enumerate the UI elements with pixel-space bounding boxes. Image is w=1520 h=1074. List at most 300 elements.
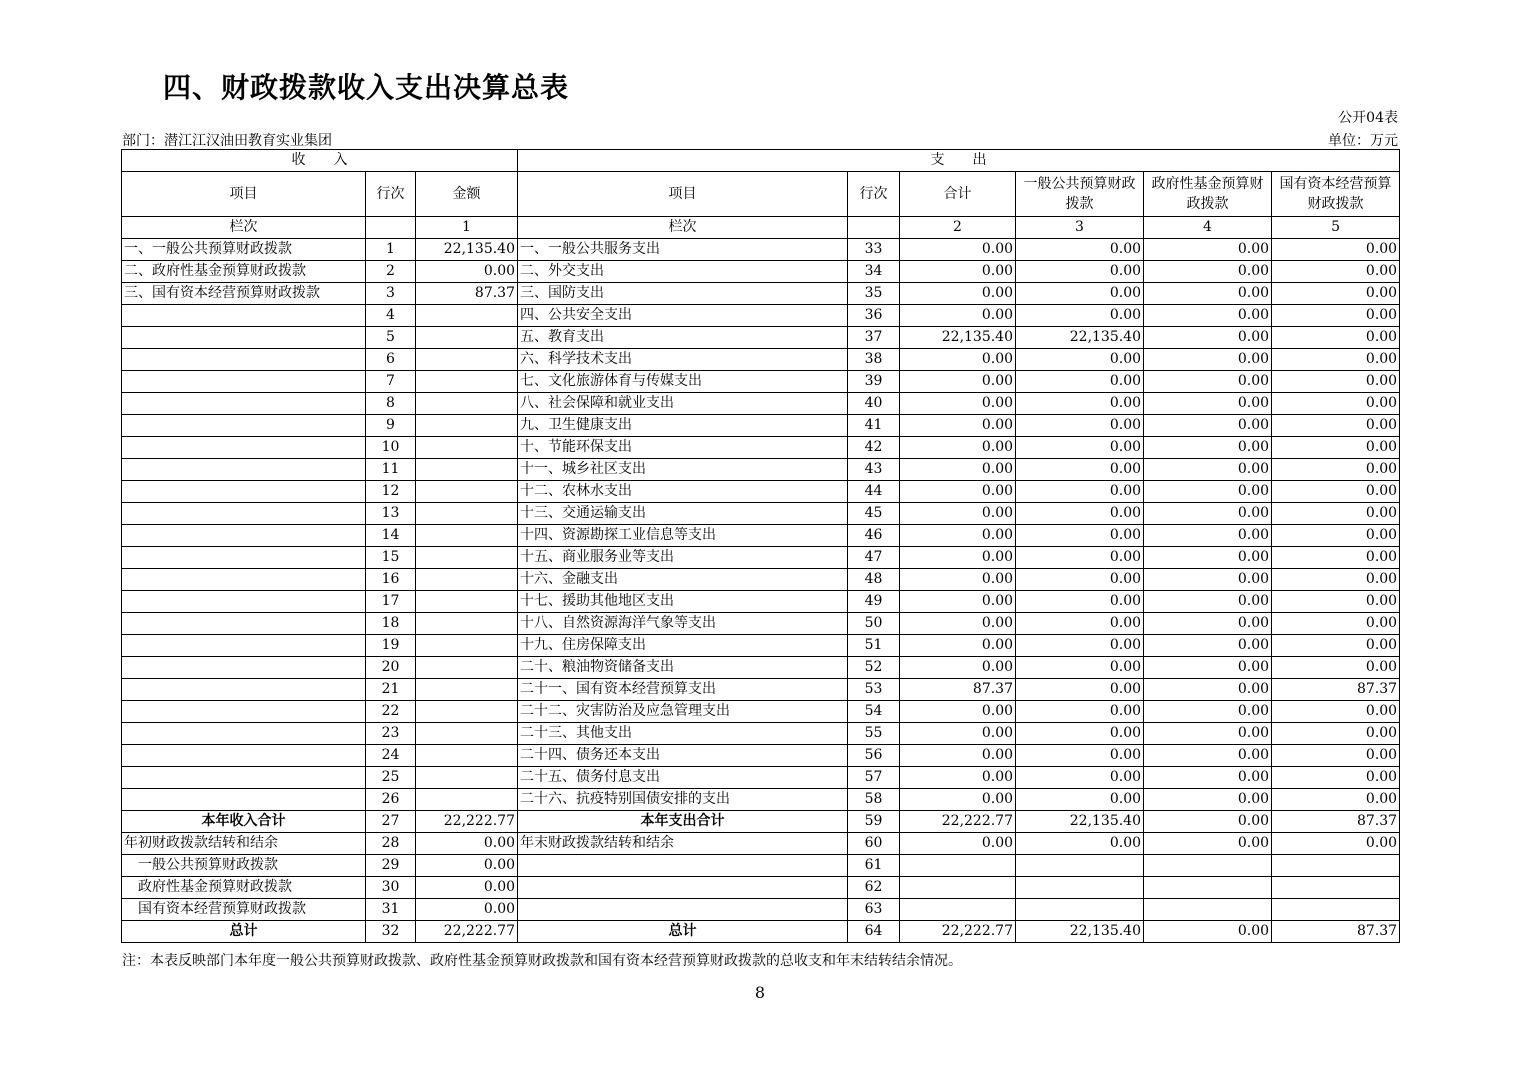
income-amount-cell (416, 613, 518, 635)
table-row (122, 613, 1400, 635)
total-cell: 0.00 (900, 657, 1016, 679)
gov-fund-cell: 0.00 (1144, 525, 1272, 547)
expense-item-cell: 年末财政拨款结转和结余 (518, 833, 848, 855)
income-amount-cell: 0.00 (416, 877, 518, 899)
general-budget-cell: 0.00 (1016, 591, 1144, 613)
expense-rowno-cell: 54 (848, 701, 900, 723)
state-capital-cell: 0.00 (1272, 613, 1400, 635)
total-cell: 0.00 (900, 503, 1016, 525)
expense-item-cell: 十七、援助其他地区支出 (518, 591, 848, 613)
page-title: 四、财政拨款收入支出决算总表 (163, 71, 570, 104)
income-rowno-cell: 28 (366, 833, 416, 855)
income-rowno-cell: 25 (366, 767, 416, 789)
expense-rowno-cell: 50 (848, 613, 900, 635)
income-amount-cell (416, 481, 518, 503)
income-rowno-cell: 4 (366, 305, 416, 327)
general-budget-cell: 0.00 (1016, 305, 1144, 327)
state-capital-cell: 0.00 (1272, 503, 1400, 525)
income-rowno-cell: 1 (366, 239, 416, 261)
income-rowno-cell: 3 (366, 283, 416, 305)
gov-fund-cell (1144, 899, 1272, 921)
total-cell: 0.00 (900, 459, 1016, 481)
income-amount-cell (416, 547, 518, 569)
general-budget-cell: 0.00 (1016, 657, 1144, 679)
general-budget-cell: 0.00 (1016, 393, 1144, 415)
expense-item-cell: 十九、住房保障支出 (518, 635, 848, 657)
income-rowno-header: 行次 (366, 172, 416, 217)
gov-fund-cell: 0.00 (1144, 239, 1272, 261)
expense-item-cell: 二十三、其他支出 (518, 723, 848, 745)
state-capital-cell: 0.00 (1272, 481, 1400, 503)
gov-fund-cell: 0.00 (1144, 591, 1272, 613)
income-item-cell (122, 305, 366, 327)
state-capital-cell: 0.00 (1272, 547, 1400, 569)
general-budget-cell: 0.00 (1016, 701, 1144, 723)
header-row-sections (122, 150, 1400, 172)
general-budget-cell: 0.00 (1016, 613, 1144, 635)
total-cell: 0.00 (900, 613, 1016, 635)
income-item-cell: 政府性基金预算财政拨款 (122, 877, 366, 899)
income-amount-cell (416, 525, 518, 547)
income-rowno-cell: 22 (366, 701, 416, 723)
income-rowno-cell: 12 (366, 481, 416, 503)
general-budget-cell: 0.00 (1016, 481, 1144, 503)
total-cell: 0.00 (900, 591, 1016, 613)
general-budget-cell: 0.00 (1016, 503, 1144, 525)
expense-item-cell: 八、社会保障和就业支出 (518, 393, 848, 415)
state-capital-cell: 0.00 (1272, 591, 1400, 613)
expense-rowno-cell: 59 (848, 811, 900, 833)
income-amount-cell: 0.00 (416, 855, 518, 877)
income-item-cell: 一、一般公共预算财政拨款 (122, 239, 366, 261)
expense-rowno-cell: 38 (848, 349, 900, 371)
expense-rowno-header: 行次 (848, 172, 900, 217)
income-amount-cell: 22,135.40 (416, 239, 518, 261)
total-cell: 0.00 (900, 437, 1016, 459)
income-item-cell (122, 393, 366, 415)
expense-rowno-cell: 39 (848, 371, 900, 393)
general-budget-cell: 0.00 (1016, 349, 1144, 371)
income-rowno-cell: 2 (366, 261, 416, 283)
state-capital-cell: 0.00 (1272, 767, 1400, 789)
gov-fund-cell: 0.00 (1144, 745, 1272, 767)
expense-rowno-cell: 47 (848, 547, 900, 569)
income-rowno-cell: 19 (366, 635, 416, 657)
gov-fund-cell (1144, 855, 1272, 877)
gov-fund-cell: 0.00 (1144, 305, 1272, 327)
total-cell: 0.00 (900, 833, 1016, 855)
gov-fund-cell: 0.00 (1144, 635, 1272, 657)
income-rowno-cell: 7 (366, 371, 416, 393)
state-capital-cell: 0.00 (1272, 745, 1400, 767)
state-capital-cell: 0.00 (1272, 789, 1400, 811)
general-budget-cell: 22,135.40 (1016, 921, 1144, 943)
income-amount-cell: 0.00 (416, 261, 518, 283)
income-rowno-cell: 6 (366, 349, 416, 371)
header-row-column-numbers (122, 217, 1400, 239)
expense-item-cell: 十六、金融支出 (518, 569, 848, 591)
total-cell: 0.00 (900, 305, 1016, 327)
general-budget-cell: 22,135.40 (1016, 327, 1144, 349)
expense-item-cell: 十八、自然资源海洋气象等支出 (518, 613, 848, 635)
income-rowno-cell: 23 (366, 723, 416, 745)
income-amount-cell (416, 723, 518, 745)
total-cell: 22,135.40 (900, 327, 1016, 349)
gov-fund-cell: 0.00 (1144, 701, 1272, 723)
income-item-cell: 国有资本经营预算财政拨款 (122, 899, 366, 921)
column-number-3: 3 (1016, 217, 1144, 239)
general-budget-cell: 0.00 (1016, 745, 1144, 767)
expense-item-cell (518, 855, 848, 877)
income-amount-cell: 87.37 (416, 283, 518, 305)
income-amount-cell (416, 745, 518, 767)
general-budget-cell: 0.00 (1016, 833, 1144, 855)
expense-item-cell: 二十五、债务付息支出 (518, 767, 848, 789)
income-item-cell (122, 371, 366, 393)
unit-label: 单位：万元 (1328, 133, 1398, 149)
expense-item-cell: 二十六、抗疫特别国债安排的支出 (518, 789, 848, 811)
income-amount-cell (416, 701, 518, 723)
general-budget-cell: 0.00 (1016, 283, 1144, 305)
income-amount-cell (416, 767, 518, 789)
expense-item-cell: 总计 (518, 921, 848, 943)
expense-rowno-cell: 46 (848, 525, 900, 547)
income-item-cell (122, 767, 366, 789)
expense-rowno-cell: 55 (848, 723, 900, 745)
income-amount-cell (416, 327, 518, 349)
income-amount-cell: 22,222.77 (416, 921, 518, 943)
expense-item-cell: 十三、交通运输支出 (518, 503, 848, 525)
state-capital-cell: 0.00 (1272, 437, 1400, 459)
income-item-cell (122, 503, 366, 525)
income-item-cell (122, 481, 366, 503)
state-capital-cell: 87.37 (1272, 921, 1400, 943)
general-budget-cell: 0.00 (1016, 679, 1144, 701)
expense-rowno-cell: 36 (848, 305, 900, 327)
expense-rowno-cell: 35 (848, 283, 900, 305)
income-amount-header: 金额 (416, 172, 518, 217)
total-cell: 0.00 (900, 767, 1016, 789)
expense-rowno-cell: 42 (848, 437, 900, 459)
gov-fund-cell: 0.00 (1144, 349, 1272, 371)
expense-rowno-cell: 64 (848, 921, 900, 943)
general-budget-cell: 0.00 (1016, 437, 1144, 459)
table-row (122, 239, 1400, 261)
income-amount-cell (416, 503, 518, 525)
total-cell: 0.00 (900, 415, 1016, 437)
expense-rowno-cell: 57 (848, 767, 900, 789)
income-amount-cell: 22,222.77 (416, 811, 518, 833)
expense-rowno-cell: 33 (848, 239, 900, 261)
table-row (122, 569, 1400, 591)
income-rowno-cell: 30 (366, 877, 416, 899)
expense-item-cell: 二十、粮油物资储备支出 (518, 657, 848, 679)
total-cell: 87.37 (900, 679, 1016, 701)
state-capital-cell: 87.37 (1272, 811, 1400, 833)
expense-item-cell: 十四、资源勘探工业信息等支出 (518, 525, 848, 547)
income-item-cell: 本年收入合计 (122, 811, 366, 833)
table-row (122, 283, 1400, 305)
gov-fund-cell: 0.00 (1144, 811, 1272, 833)
gov-fund-cell: 0.00 (1144, 481, 1272, 503)
expense-rowno-cell: 58 (848, 789, 900, 811)
gov-fund-cell: 0.00 (1144, 371, 1272, 393)
income-rowno-cell: 10 (366, 437, 416, 459)
expense-item-cell: 十一、城乡社区支出 (518, 459, 848, 481)
gov-fund-cell: 0.00 (1144, 723, 1272, 745)
income-amount-cell (416, 459, 518, 481)
general-budget-cell (1016, 877, 1144, 899)
expense-rowno-cell: 56 (848, 745, 900, 767)
total-cell: 0.00 (900, 569, 1016, 591)
state-capital-cell: 0.00 (1272, 415, 1400, 437)
income-item-cell (122, 635, 366, 657)
income-amount-cell (416, 591, 518, 613)
table-row (122, 547, 1400, 569)
table-row (122, 921, 1400, 943)
table-row (122, 459, 1400, 481)
state-capital-cell: 0.00 (1272, 723, 1400, 745)
general-budget-cell: 0.00 (1016, 635, 1144, 657)
general-budget-cell: 0.00 (1016, 723, 1144, 745)
income-item-cell: 三、国有资本经营预算财政拨款 (122, 283, 366, 305)
expense-rowno-cell: 49 (848, 591, 900, 613)
income-item-header: 项目 (122, 172, 366, 217)
total-cell: 0.00 (900, 525, 1016, 547)
expense-item-cell: 三、国防支出 (518, 283, 848, 305)
income-amount-cell (416, 569, 518, 591)
expense-item-cell (518, 899, 848, 921)
income-rowno-cell: 20 (366, 657, 416, 679)
column-label: 栏次 (518, 217, 848, 239)
income-item-cell (122, 547, 366, 569)
total-cell (900, 877, 1016, 899)
income-amount-cell: 0.00 (416, 899, 518, 921)
income-item-cell (122, 701, 366, 723)
income-item-cell (122, 415, 366, 437)
state-capital-cell: 87.37 (1272, 679, 1400, 701)
state-capital-cell: 0.00 (1272, 701, 1400, 723)
gov-fund-cell: 0.00 (1144, 921, 1272, 943)
general-budget-cell: 0.00 (1016, 547, 1144, 569)
gov-fund-cell: 0.00 (1144, 767, 1272, 789)
income-rowno-cell: 24 (366, 745, 416, 767)
expense-item-cell: 六、科学技术支出 (518, 349, 848, 371)
income-rowno-cell: 16 (366, 569, 416, 591)
income-section-header: 收 入 (122, 150, 518, 172)
general-budget-cell: 0.00 (1016, 767, 1144, 789)
income-item-cell (122, 437, 366, 459)
empty-cell (366, 217, 416, 239)
table-row (122, 525, 1400, 547)
expense-rowno-cell: 61 (848, 855, 900, 877)
expense-rowno-cell: 45 (848, 503, 900, 525)
income-rowno-cell: 21 (366, 679, 416, 701)
table-row (122, 393, 1400, 415)
expense-section-header: 支 出 (518, 150, 1400, 172)
income-item-cell: 年初财政拨款结转和结余 (122, 833, 366, 855)
column-label: 栏次 (122, 217, 366, 239)
table-row (122, 591, 1400, 613)
gov-fund-cell: 0.00 (1144, 415, 1272, 437)
table-row (122, 877, 1400, 899)
income-item-cell (122, 657, 366, 679)
column-number-1: 1 (416, 217, 518, 239)
income-item-cell: 二、政府性基金预算财政拨款 (122, 261, 366, 283)
expense-item-header: 项目 (518, 172, 848, 217)
total-cell: 0.00 (900, 349, 1016, 371)
table-row (122, 261, 1400, 283)
total-cell: 0.00 (900, 789, 1016, 811)
expense-rowno-cell: 52 (848, 657, 900, 679)
table-row (122, 767, 1400, 789)
income-item-cell (122, 327, 366, 349)
income-amount-cell (416, 789, 518, 811)
income-item-cell (122, 459, 366, 481)
income-amount-cell (416, 635, 518, 657)
total-cell: 0.00 (900, 283, 1016, 305)
column-number-2: 2 (900, 217, 1016, 239)
general-budget-cell: 0.00 (1016, 371, 1144, 393)
expense-item-cell: 五、教育支出 (518, 327, 848, 349)
state-capital-cell: 0.00 (1272, 569, 1400, 591)
expense-rowno-cell: 40 (848, 393, 900, 415)
expense-item-cell: 本年支出合计 (518, 811, 848, 833)
income-amount-cell (416, 415, 518, 437)
expense-item-cell (518, 877, 848, 899)
income-amount-cell (416, 349, 518, 371)
gov-fund-cell: 0.00 (1144, 569, 1272, 591)
gov-fund-cell: 0.00 (1144, 459, 1272, 481)
table-row (122, 349, 1400, 371)
income-rowno-cell: 15 (366, 547, 416, 569)
table-row (122, 899, 1400, 921)
expense-rowno-cell: 63 (848, 899, 900, 921)
state-capital-cell: 0.00 (1272, 305, 1400, 327)
table-row (122, 481, 1400, 503)
table-row (122, 657, 1400, 679)
general-budget-cell: 0.00 (1016, 415, 1144, 437)
income-rowno-cell: 14 (366, 525, 416, 547)
income-item-cell (122, 349, 366, 371)
expense-item-cell: 一、一般公共服务支出 (518, 239, 848, 261)
income-item-cell: 总计 (122, 921, 366, 943)
expense-item-cell: 十、节能环保支出 (518, 437, 848, 459)
income-rowno-cell: 13 (366, 503, 416, 525)
general-budget-cell (1016, 855, 1144, 877)
total-cell: 0.00 (900, 635, 1016, 657)
column-number-4: 4 (1144, 217, 1272, 239)
gov-fund-cell: 0.00 (1144, 833, 1272, 855)
income-rowno-cell: 11 (366, 459, 416, 481)
expense-rowno-cell: 60 (848, 833, 900, 855)
income-amount-cell (416, 393, 518, 415)
state-capital-cell: 0.00 (1272, 261, 1400, 283)
table-row (122, 503, 1400, 525)
table-row (122, 833, 1400, 855)
gov-fund-cell: 0.00 (1144, 547, 1272, 569)
gov-fund-cell: 0.00 (1144, 283, 1272, 305)
expense-rowno-cell: 48 (848, 569, 900, 591)
state-capital-cell: 0.00 (1272, 459, 1400, 481)
gov-fund-cell (1144, 877, 1272, 899)
income-item-cell (122, 723, 366, 745)
expense-rowno-cell: 37 (848, 327, 900, 349)
income-rowno-cell: 29 (366, 855, 416, 877)
expense-item-cell: 九、卫生健康支出 (518, 415, 848, 437)
income-amount-cell (416, 679, 518, 701)
total-cell: 0.00 (900, 745, 1016, 767)
expense-rowno-cell: 44 (848, 481, 900, 503)
income-rowno-cell: 8 (366, 393, 416, 415)
state-capital-cell: 0.00 (1272, 657, 1400, 679)
income-rowno-cell: 9 (366, 415, 416, 437)
income-item-cell (122, 679, 366, 701)
income-item-cell (122, 525, 366, 547)
state-capital-cell: 0.00 (1272, 371, 1400, 393)
income-rowno-cell: 32 (366, 921, 416, 943)
income-rowno-cell: 31 (366, 899, 416, 921)
table-row (122, 745, 1400, 767)
general-budget-cell: 0.00 (1016, 459, 1144, 481)
income-amount-cell (416, 437, 518, 459)
state-capital-cell: 0.00 (1272, 327, 1400, 349)
table-row (122, 415, 1400, 437)
table-note: 注：本表反映部门本年度一般公共预算财政拨款、政府性基金预算财政拨款和国有资本经营预算财政拨款的总收支和年末结转结余情况。 (122, 953, 962, 969)
income-rowno-cell: 5 (366, 327, 416, 349)
table-row (122, 635, 1400, 657)
income-amount-cell (416, 305, 518, 327)
empty-cell (848, 217, 900, 239)
table-row (122, 437, 1400, 459)
department-label: 部门：潜江江汉油田教育实业集团 (122, 133, 332, 149)
state-capital-cell: 0.00 (1272, 393, 1400, 415)
expense-item-cell: 四、公共安全支出 (518, 305, 848, 327)
state-capital-cell (1272, 899, 1400, 921)
state-capital-cell: 0.00 (1272, 525, 1400, 547)
table-row (122, 701, 1400, 723)
table-row (122, 327, 1400, 349)
expense-item-cell: 二十一、国有资本经营预算支出 (518, 679, 848, 701)
general-budget-cell (1016, 899, 1144, 921)
total-cell: 22,222.77 (900, 811, 1016, 833)
table-row (122, 371, 1400, 393)
total-cell: 0.00 (900, 481, 1016, 503)
income-item-cell (122, 789, 366, 811)
income-rowno-cell: 17 (366, 591, 416, 613)
expense-item-cell: 二、外交支出 (518, 261, 848, 283)
income-item-cell (122, 591, 366, 613)
expense-item-cell: 十二、农林水支出 (518, 481, 848, 503)
expense-item-cell: 七、文化旅游体育与传媒支出 (518, 371, 848, 393)
total-header: 合计 (900, 172, 1016, 217)
gov-fund-header: 政府性基金预算财政拨款 (1144, 172, 1272, 217)
state-capital-header: 国有资本经营预算财政拨款 (1272, 172, 1400, 217)
total-cell: 22,222.77 (900, 921, 1016, 943)
gov-fund-cell: 0.00 (1144, 437, 1272, 459)
page-number: 8 (754, 983, 766, 1002)
general-budget-cell: 0.00 (1016, 261, 1144, 283)
gov-fund-cell: 0.00 (1144, 261, 1272, 283)
total-cell: 0.00 (900, 371, 1016, 393)
income-rowno-cell: 18 (366, 613, 416, 635)
general-budget-cell: 0.00 (1016, 239, 1144, 261)
gov-fund-cell: 0.00 (1144, 657, 1272, 679)
table-row (122, 305, 1400, 327)
state-capital-cell (1272, 855, 1400, 877)
expense-rowno-cell: 51 (848, 635, 900, 657)
income-amount-cell (416, 657, 518, 679)
